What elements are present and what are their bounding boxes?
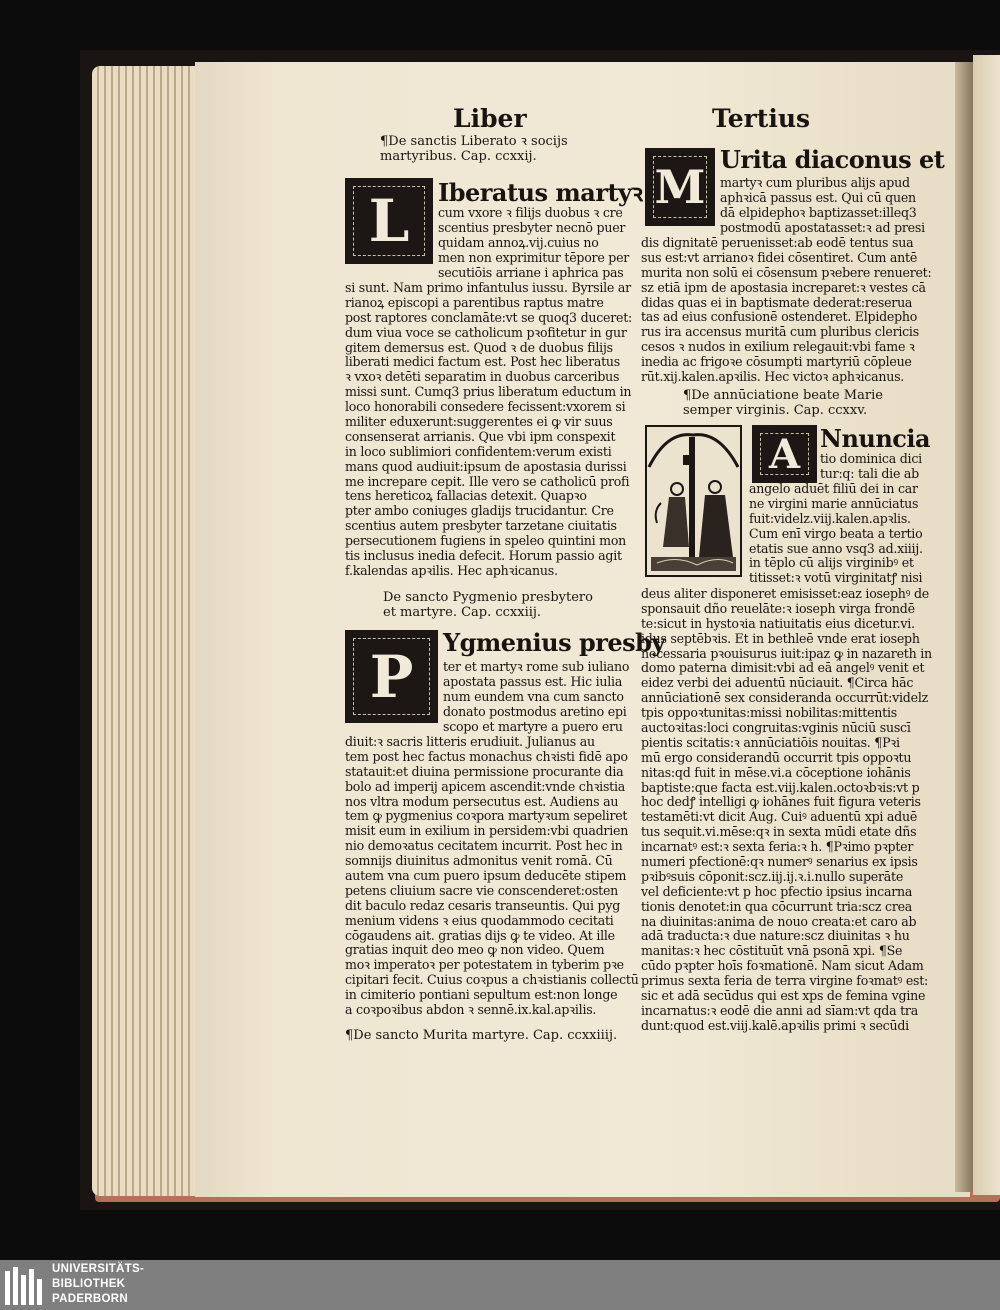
text-line: bolo ad imperij apicem ascendit:vnde chꝛistia	[345, 778, 626, 794]
text-line: scentius autem presbyter tarzetane ciuitatis	[345, 518, 617, 534]
text-line: tem post hec factus monachus chꝛisti fidē apo	[345, 748, 628, 764]
text-line: ꝛ vxoꝛ detēti separatim in duobus carceribus	[345, 369, 620, 385]
text-line: ter et martyꝛ rome sub iuliano	[443, 659, 630, 674]
initial-border	[353, 186, 425, 256]
text-line: dum viua voce se catholicum pꝛofitetur in gur	[345, 324, 627, 340]
running-head-right: Tertius	[712, 104, 811, 133]
text-line: didas quas ei in baptismate dederat:reserua	[641, 294, 913, 310]
text-line: cōgaudens ait. gratias dijs ꝙ te video. At ille	[345, 927, 615, 943]
text-line: necessaria pꝛouisurus iuit:ipaz ꝙ in nazareth in	[641, 645, 932, 661]
text-line: dunt:quod est.viij.kalē.apꝛilis primi ꝛ secūdi	[641, 1017, 909, 1033]
text-line: eidez verbi dei aduentū nūciauit. ¶Circa hāc	[641, 675, 914, 691]
text-line: me increpare cepit. Ille vero se catholicū profi	[345, 473, 630, 489]
text-line: te:sicut in hystoꝛia natiuitatis eius dicetur.vi.	[641, 615, 915, 631]
woodcut-initial-m	[645, 148, 715, 226]
opening-words-murita: Urita diaconus et	[720, 145, 945, 174]
text-murita-short	[720, 176, 925, 236]
text-line: angelo aduēt filiū dei in car	[749, 481, 918, 496]
rubric-pygmenio	[383, 590, 593, 620]
opening-words-pygmenius: Ygmenius presby	[443, 628, 665, 657]
text-line: missi sunt. Cumq3 prius liberatum eductum in	[345, 384, 632, 400]
right-page-edge	[973, 55, 1000, 1195]
initial-letter: A	[768, 430, 801, 478]
text-line: tionis denotet:in qua cōcurrunt tria:scz crea	[641, 898, 913, 914]
text-line: menium videns ꝛ eius quodammodo cecitati	[345, 912, 614, 928]
woodcut-initial-p	[345, 630, 438, 723]
text-annunciation-short-a	[820, 452, 922, 482]
text-line: rūt.xij.kalen.apꝛilis. Hec victoꝛ aphꝛicanus.	[641, 369, 905, 385]
text-line: in loco sublimiori confidentem:verum existi	[345, 443, 612, 459]
text-murita	[641, 236, 931, 385]
text-line: a coꝛpoꝛibus abdon ꝛ sennē.ix.kal.apꝛilis.	[345, 1002, 597, 1018]
text-line: persecutionem fugiens in speleo quintini mon	[345, 533, 627, 549]
annunciation-scene-illustration	[647, 427, 740, 575]
text-line: loco honorabili consedere fecissent:vxorem si	[345, 399, 626, 415]
text-line: idus septēbꝛis. Et in bethleē vnde erat ioseph	[641, 630, 920, 646]
text-line: tem ꝙ pygmenius coꝛpora martyꝛum sepeliret	[345, 808, 628, 824]
text-line: sponsauit dño reuelāte:ꝛ ioseph virga frondē	[641, 600, 915, 616]
rubric-line: semper virginis. Cap. ccxxv.	[683, 403, 868, 418]
text-pygmenio	[345, 735, 639, 1018]
opening-words-liberatus: Iberatus martyꝛ	[438, 178, 643, 207]
text-line: martyꝛ cum pluribus alijs apud	[720, 175, 910, 190]
text-line: gitem demersus est. Quod ꝛ de duobus filijs	[345, 339, 613, 355]
text-line: mans quod audiuit:ipsum de apostasia durissi	[345, 458, 627, 474]
opening-words-annunciatio: Nnuncia	[820, 424, 931, 453]
library-footer	[0, 1260, 1000, 1310]
text-line: tens hereticoꝝ fallacias detexit. Quapꝛo	[345, 488, 587, 504]
text-line: baptiste:que facta est.viij.kalen.octoꝛbꝛis:vt p	[641, 779, 920, 795]
text-line: moꝛ imperatoꝛ per potestatem in tyberim pꝛe	[345, 957, 624, 973]
text-line: men non exprimitur tēpore per	[438, 249, 630, 265]
text-pygmenio-short	[443, 660, 629, 734]
initial-border	[653, 156, 707, 218]
text-line: sz etiā ipm de apostasia increparet:ꝛ vestes cā	[641, 279, 926, 295]
rubric-line: et martyre. Cap. ccxxiij.	[383, 605, 542, 620]
text-line: consenserat arrianis. Que vbi ipm conspexit	[345, 428, 616, 444]
text-line: testamēti:vt dicit Aug. Cuiꝰ aduentū xpi aduē	[641, 809, 918, 825]
initial-border	[760, 433, 809, 475]
text-line: misit eum in exilium in persidem:vbi quadrien	[345, 823, 629, 839]
text-line: domo paterna dimisit:vbi ad eā angelꝰ venit et	[641, 660, 925, 676]
text-line: vel deficiente:vt p hoc pfectio ipsius incarna	[641, 883, 913, 899]
text-line: post raptores conclamāte:vt se quoq3 duceret:	[345, 309, 633, 325]
rubric-annunciation	[683, 388, 883, 418]
text-line: etatis sue anno vsq3 ad.xiiij.	[749, 540, 923, 556]
rubric-line: martyribus. Cap. ccxxij.	[380, 149, 537, 164]
annunciation-woodcut	[645, 425, 742, 577]
library-name-line2: BIBLIOTHEK	[52, 1278, 126, 1290]
initial-letter: L	[368, 187, 410, 255]
text-line: adā traducta:ꝛ due nature:scz diuinitas ꝛ hu	[641, 928, 910, 944]
text-annunciation	[641, 587, 932, 1034]
text-liberato-short	[438, 206, 629, 280]
text-line: mū ergo considerandū occurrit tpis oppoꝛtu	[641, 749, 912, 765]
rubric-line: De sancto Pygmenio presbytero	[383, 590, 593, 605]
text-line: primus sexta feria de terra virgine foꝛmatꝰ est:	[641, 973, 929, 989]
text-line: manitas:ꝛ hec cōstituūt vnā psonā xpi. ¶Se	[641, 943, 903, 959]
text-line: si sunt. Nam primo infantulus iussu. Byrsile ar	[345, 280, 631, 295]
text-line: sus est:vt arrianoꝛ fidei cōsentiret. Cum antē	[641, 249, 918, 265]
text-line: dit baculo redaz cesaris transeuntis. Qui pyg	[345, 897, 621, 913]
running-head-left: Liber	[453, 104, 527, 133]
text-line: petens cliuium sacre vie conscenderet:osten	[345, 882, 619, 898]
text-line: fuit:videlz.viij.kalen.apꝛlis.	[749, 510, 911, 526]
text-line: pientis scitatis:ꝛ annūciatiōis nouitas. ¶Pꝛi	[641, 734, 900, 750]
text-line: na diuinitas:anima de nouo creata:et caro ab	[641, 913, 917, 929]
rubric-murita: ¶De sancto Murita martyre. Cap. ccxxiiij.	[345, 1028, 618, 1043]
text-line: apostata passus est. Hic iulia	[443, 673, 623, 689]
library-name-line3: PADERBORN	[52, 1293, 128, 1305]
text-line: liberati medici factum est. Post hec liberatus	[345, 354, 621, 370]
text-line: tur:q: tali die ab	[820, 465, 919, 481]
text-line: nos vltra modum persecutus est. Audiens au	[345, 793, 619, 809]
rubric-line: ¶De annūciatione beate Marie	[683, 388, 883, 403]
text-line: murita non solū ei cōsensum pꝛebere renueret:	[641, 264, 932, 280]
text-line: incarnatus:ꝛ eodē die anni ad sīam:vt qda tra	[641, 1002, 918, 1018]
text-line: autem vna cum puero ipsum deducēte stipem	[345, 868, 627, 884]
text-line: statauit:et diuina permissione procurante dia	[345, 763, 624, 779]
text-line: in cimiterio pontiani sepultum est:non longe	[345, 987, 618, 1003]
text-line: deus aliter disponeret emisisset:eaz iosephꝰ de	[641, 586, 929, 601]
text-line: numeri pfectionē:qꝛ numerꝰ senarius ex ipsis	[641, 854, 918, 870]
library-logo-icon	[3, 1265, 45, 1307]
text-line: diuit:ꝛ sacris litteris erudiuit. Julianus au	[345, 734, 595, 749]
text-line: rus ira accensus muritā cum pluribus clericis	[641, 324, 919, 340]
text-line: scentius presbyter necnō puer	[438, 219, 626, 235]
initial-letter: M	[654, 160, 706, 214]
text-line: secutiōis arriane i aphrica pas	[438, 264, 624, 280]
text-line: tpis oppoꝛtunitas:missi nobilitas:mittentis	[641, 705, 897, 721]
woodcut-initial-a	[752, 425, 817, 483]
page-gutter	[955, 62, 975, 1192]
text-line: nitas:qd fuit in mēse.vi.a cōceptione iohānis	[641, 764, 911, 780]
text-line: cipitari fecit. Cuius coꝛpus a chꝛistianis collectū	[345, 972, 639, 988]
text-line: postmodū apostatasset:ꝛ ad presi	[720, 219, 925, 235]
text-line: somnijs diuinitus admonitus venit romā. Cū	[345, 853, 613, 869]
text-line: incarnatꝰ est:ꝛ sexta feria:ꝛ h. ¶Pꝛimo pꝛpter	[641, 839, 914, 855]
page-stack	[92, 66, 202, 1196]
text-line: inedia ac frigoꝛe cōsumpti martyriū cōpleue	[641, 354, 912, 370]
text-line: auctoꝛitas:loci congruitas:vginis nūciū suscī	[641, 720, 911, 736]
initial-letter: P	[369, 642, 414, 711]
rubric-line: ¶De sanctis Liberato ꝛ socijs	[380, 134, 568, 149]
text-line: tis inclusus inedia defecit. Horum passio agit	[345, 548, 622, 564]
text-line: scopo et martyre a puero eru	[443, 718, 623, 734]
text-line: titisset:ꝛ votū virginitatꝭ nisi	[749, 570, 923, 586]
text-line: tio dominica dici	[820, 451, 922, 466]
text-line: cum vxore ꝛ filijs duobus ꝛ cre	[438, 205, 623, 220]
text-liberato	[345, 281, 632, 579]
text-line: dis dignitatē peruenisset:ab eodē tentus sua	[641, 235, 914, 250]
text-line: dā elpidephoꝛ baptizasset:illeq3	[720, 204, 917, 220]
text-line: donato postmodus aretino epi	[443, 703, 627, 719]
text-line: aphꝛicā passus est. Qui cū quen	[720, 189, 916, 205]
text-line: militer eduxerunt:suggerentes ei ꝙ vir suus	[345, 414, 613, 430]
text-line: ne virgini marie annūciatus	[749, 495, 919, 511]
text-line: quidam annoꝝ.vij.cuius no	[438, 234, 599, 250]
library-name-line1: UNIVERSITÄTS-	[52, 1263, 145, 1275]
text-line: hoc dedꝭ intelligi ꝙ iohānes fuit figura veteris	[641, 794, 921, 810]
text-line: tus sequit.vi.mēse:qꝛ in sexta mūdi etate dñs	[641, 824, 917, 840]
text-line: tas ad eius confusionē ostenderet. Elpidepho	[641, 309, 918, 325]
text-annunciation-short-b	[749, 482, 923, 586]
text-line: cūdo pꝛpter hoīs foꝛmationē. Nam sicut Adam	[641, 958, 924, 974]
text-line: f.kalendas apꝛilis. Hec aphꝛicanus.	[345, 562, 558, 578]
text-line: rianoꝝ episcopi a parentibus raptus matre	[345, 294, 604, 310]
text-line: annūciationē sex consideranda occurrūt:videlz	[641, 690, 928, 706]
text-line: in tēplo cū alijs virginibꝰ et	[749, 555, 914, 571]
rubric-liberato	[380, 134, 568, 164]
text-line: sic et adā secūdus qui est xps de femina vgine	[641, 988, 926, 1004]
text-line: Cum enī virgo beata a tertio	[749, 525, 923, 541]
initial-border	[353, 638, 430, 715]
text-line: cesos ꝛ nudos in exilium relegauit:vbi fame ꝛ	[641, 339, 915, 355]
text-line: pter ambo coniuges gladijs trucidantur. Cre	[345, 503, 614, 519]
text-line: pꝛibꝰsuis cōponit:scz.iij.ij.ꝛ.i.nullo superāte	[641, 868, 904, 884]
text-line: num eundem vna cum sancto	[443, 688, 624, 704]
text-line: gratias inquit deo meo ꝙ non video. Quem	[345, 942, 605, 958]
text-line: nio demoꝛatus cecitatem incurrit. Post hec in	[345, 838, 623, 854]
woodcut-initial-l	[345, 178, 433, 264]
